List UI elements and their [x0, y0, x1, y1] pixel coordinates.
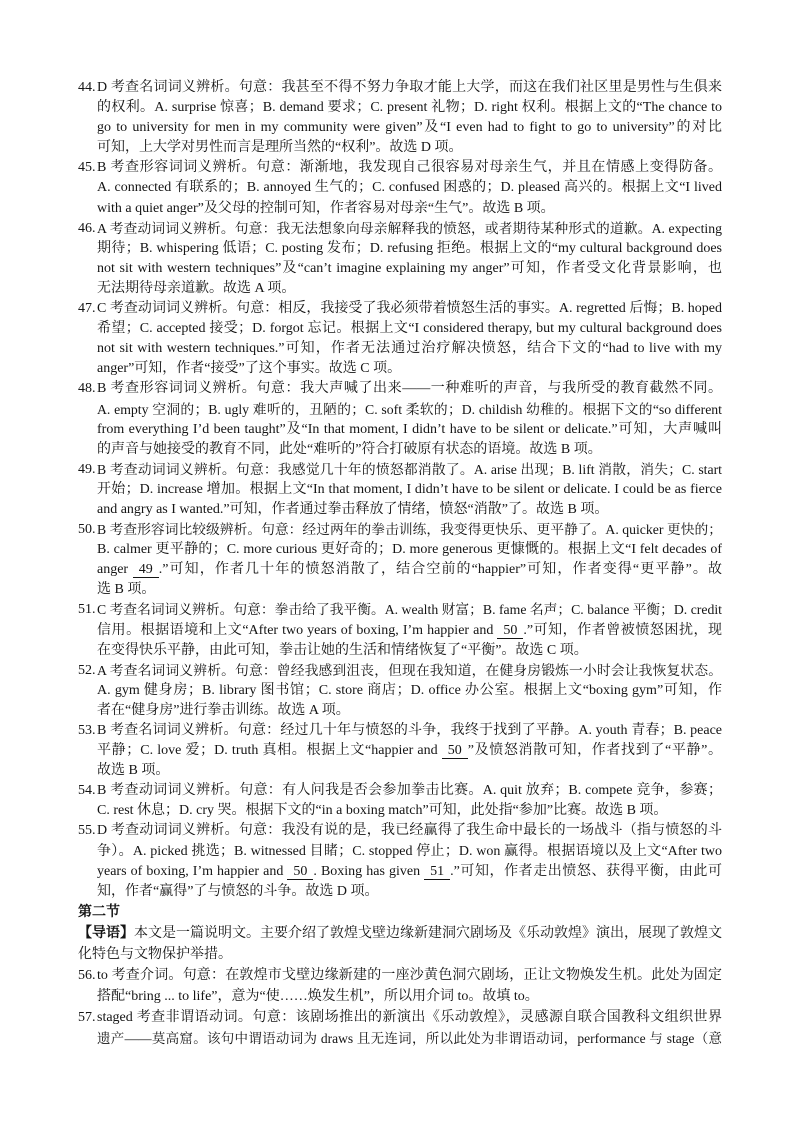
text-segment: .”可知，作者走出愤怒、获得平衡，由此可: [450, 863, 722, 879]
text-segment: 信用。根据语境和上文“After two years of boxing, I’m happier and: [97, 622, 498, 638]
text-line: A. gym 健身房；B. library 图书馆；C. store 商店；D. office 办公室。根据上文“boxing gym”可知，作: [97, 682, 722, 698]
text-line: to 考查介词。句意：在敦煌市戈壁边缘新建的一座沙黄色洞穴剧场，正让文物焕发生机。此处为固定: [97, 967, 722, 983]
question-number: 47.: [78, 301, 96, 317]
text-segment: years of boxing, I’m happier and: [97, 863, 288, 879]
text-segment: .”可知，作者几十年的愤怒消散了，结合空前的“happier”可知，作者变得“更平静”。故: [158, 562, 722, 578]
text-line: [97, 862, 722, 882]
answer-explanation: [97, 600, 722, 660]
section-2-answers: [78, 902, 722, 1049]
text-line: and angry as I wanted.”可知，作者通过拳击释放了情绪，愤怒“消散”了。故选 B 项。: [97, 501, 609, 517]
question-number: 49.: [78, 461, 96, 477]
answer-explanation: [97, 158, 722, 218]
answer-item-54: [78, 781, 722, 821]
answer-explanation: [97, 781, 722, 821]
text-line: A. empty 空洞的；B. ugly 难听的，丑陋的；C. soft 柔软的；D. childish 幼稚的。根据下文的“so different: [97, 401, 722, 417]
text-line: 搭配“bring ... to life”，意为“使……焕发生机”，所以用介词 to。故填 to。: [97, 988, 539, 1004]
text-line: 争）。A. picked 挑选；B. witnessed 目睹；C. stopped 停止；D. won 赢得。根据语境以及上文“After two: [97, 843, 722, 859]
question-number: 57.: [78, 1009, 96, 1025]
text-line: B 考查形容词词义辨析。句意：渐渐地，我发现自己很容易对母亲生气，并且在情感上变得防备。: [97, 160, 722, 176]
text-line: 希望；C. accepted 接受；D. forgot 忘记。根据上文“I considered therapy, but my cultural background does: [97, 321, 722, 337]
text-line: 故选 B 项。: [97, 763, 170, 779]
answer-key-page: [78, 78, 722, 1049]
text-line: D 考查动词词义辨析。句意：我没有说的是，我已经赢得了我生命中最长的一场战斗（指与愤怒的斗: [97, 823, 722, 839]
answer-explanation: [97, 520, 722, 600]
text-line: 知，作者“赢得”了与愤怒的斗争。故选 D 项。: [97, 883, 379, 899]
answer-explanation: [97, 1007, 722, 1049]
text-line: not sit with western techniques.”可知，作者无法通过治疗解决愤怒，结合下文的“had to live with my: [97, 341, 722, 357]
text-line: C. rest 休息；D. cry 哭。根据下文的“in a boxing match”可知，此处指“参加”比赛。故选 B 项。: [97, 803, 668, 819]
text-line: A 考查名词词义辨析。句意：曾经我感到沮丧，但现在我知道，在健身房锻炼一小时会让我恢复状态。: [97, 662, 722, 678]
text-line: B 考查动词词义辨析。句意：有人问我是否会参加拳击比赛。A. quit 放弃；B. compete 竞争，参赛；: [97, 783, 722, 799]
text-line: D 考查名词词义辨析。句意：我甚至不得不努力争取才能上大学，而这在我们社区里是男性与生俱来: [97, 80, 722, 95]
question-number: 51.: [78, 602, 96, 618]
answer-item-44: [78, 78, 722, 158]
question-number: 46.: [78, 220, 96, 236]
answer-item-51: [78, 600, 722, 660]
answer-explanation: [97, 299, 722, 379]
text-segment: . Boxing has given: [313, 863, 425, 879]
text-line: [97, 741, 722, 761]
text-line: 开始；D. increase 增加。根据上文“In that moment, I didn’t have to be silent or delicate. I could be as fierce: [97, 481, 722, 497]
text-line: staged 考查非谓语动词。句意：该剧场推出的新演出《乐动敦煌》，灵感源自联合国教科文组织世界: [97, 1009, 722, 1025]
text-line: [78, 923, 722, 944]
text-line: B. calmer 更平静的；C. more curious 更好奇的；D. more generous 更慷慨的。根据上文“I felt decades of: [97, 542, 722, 558]
answer-item-55: [78, 821, 722, 901]
answer-item-48: [78, 379, 722, 459]
answer-item-57: [78, 1007, 722, 1049]
question-number: 56.: [78, 967, 96, 983]
answer-explanation: [97, 821, 722, 901]
answer-item-46: [78, 219, 722, 299]
answer-item-52: [78, 661, 722, 721]
answer-explanation: [97, 78, 722, 158]
text-line: [97, 621, 722, 641]
answer-blank: 50: [497, 623, 523, 639]
answer-explanation: [97, 721, 722, 781]
text-line: 的声音与她接受的教育不同，此处“难听的”符合打破原有状态的语境。故选 B 项。: [97, 441, 602, 457]
intro-guide: [78, 923, 722, 965]
question-number: 48.: [78, 381, 96, 397]
question-number: 55.: [78, 823, 96, 839]
question-number: 54.: [78, 783, 96, 799]
text-line: 的权利。A. surprise 惊喜；B. demand 要求；C. present 礼物；D. right 权利。根据上文的“The chance to: [97, 100, 722, 116]
intro-label: 【导语】: [78, 925, 134, 941]
answer-explanation: [97, 379, 722, 459]
answer-explanation: [97, 219, 722, 299]
text-line: go to university for men in my community were given”及“I even had to fight to go to university”的对比: [97, 120, 722, 136]
text-line: B 考查形容词词义辨析。句意：我大声喊了出来——一种难听的声音，与我所受的教育截然不同。: [97, 381, 722, 397]
answer-blank: 49: [133, 562, 159, 578]
section-2-items: [78, 965, 722, 1049]
question-number: 44.: [78, 80, 96, 95]
text-line: B 考查名词词义辨析。句意：经过几十年与愤怒的斗争，我终于找到了平静。A. youth 青春；B. peace: [97, 723, 722, 738]
text-segment: 平静；C. love 爱；D. truth 真相。根据上文“happier and: [97, 743, 442, 759]
question-number: 52.: [78, 662, 96, 678]
text-line: 遗产——莫高窟。该句中谓语动词为 draws 且无连词，所以此处为非谓语动词，performance 与 stage（意: [97, 1030, 722, 1046]
answer-item-50: [78, 520, 722, 600]
text-line: 在变得快乐平静，由此可知，拳击让她的生活和情绪恢复了“平衡”。故选 C 项。: [97, 642, 588, 658]
section-1-answers: [78, 78, 722, 902]
text-line: 化特色与文物保护举措。: [78, 946, 232, 962]
answer-item-47: [78, 299, 722, 379]
text-line: B 考查形容词比较级辨析。句意：经过两年的拳击训练，我变得更快乐、更平静了。A. quicker 更快的；: [97, 522, 722, 538]
answer-item-53: [78, 721, 722, 781]
section-heading: 第二节: [78, 904, 120, 920]
text-line: with a quiet anger”及父母的控制可知，作者容易对母亲“生气”。故选 B 项。: [97, 200, 555, 216]
text-line: anger”可知，作者“接受”了这个事实。故选 C 项。: [97, 361, 402, 377]
text-line: A. connected 有联系的；B. annoyed 生气的；C. confused 困惑的；D. pleased 高兴的。根据上文“I lived: [97, 180, 722, 196]
text-line: 可知，上大学对男性而言是理所当然的“权利”。故选 D 项。: [97, 140, 463, 156]
answer-explanation: [97, 965, 722, 1007]
text-line: not sit with western techniques”及“can’t imagine explaining my anger”可知，作者受文化背景影响，也: [97, 260, 722, 276]
text-line: B 考查动词词义辨析。句意：我感觉几十年的愤怒都消散了。A. arise 出现；B. lift 消散，消失；C. start: [97, 461, 722, 477]
answer-blank: 50: [287, 864, 313, 880]
text-line: from everything I’d been taught”及“In that moment, I didn’t have to be silent or delicate.”可知，大声喊叫: [97, 421, 722, 437]
text-segment: anger: [97, 562, 133, 578]
answer-explanation: [97, 460, 722, 520]
answer-item-45: [78, 158, 722, 218]
text-line: 选 B 项。: [97, 582, 156, 598]
text-line: 者在“健身房”进行拳击训练。故选 A 项。: [97, 702, 350, 718]
text-line: C 考查名词词义辨析。句意：拳击给了我平衡。A. wealth 财富；B. fame 名声；C. balance 平衡；D. credit: [97, 602, 722, 618]
question-number: 50.: [78, 522, 96, 538]
text-segment: ”及愤怒消散可知，作者找到了“平静”。: [467, 743, 722, 759]
text-line: 无法期待母亲道歉。故选 A 项。: [97, 280, 296, 296]
question-number: 53.: [78, 723, 96, 738]
text-segment: 本文是一篇说明文。主要介绍了敦煌戈壁边缘新建洞穴剧场及《乐动敦煌》演出，展现了敦煌文: [134, 925, 722, 941]
answer-item-56: [78, 965, 722, 1007]
answer-item-49: [78, 460, 722, 520]
text-segment: .”可知，作者曾被愤怒困扰，现: [523, 622, 722, 638]
text-line: 期待；B. whispering 低语；C. posting 发布；D. refusing 拒绝。根据上文的“my cultural background does: [97, 240, 722, 256]
text-line: C 考查动词词义辨析。句意：相反，我接受了我必须带着愤怒生活的事实。A. regretted 后悔；B. hoped: [97, 301, 722, 317]
question-number: 45.: [78, 160, 96, 176]
text-line: [97, 560, 722, 580]
text-line: A 考查动词词义辨析。句意：我无法想象向母亲解释我的愤怒，或者期待某种形式的道歉。A. expecting: [97, 220, 722, 236]
answer-explanation: [97, 661, 722, 721]
answer-blank: 51: [424, 864, 450, 880]
answer-blank: 50: [442, 743, 468, 759]
